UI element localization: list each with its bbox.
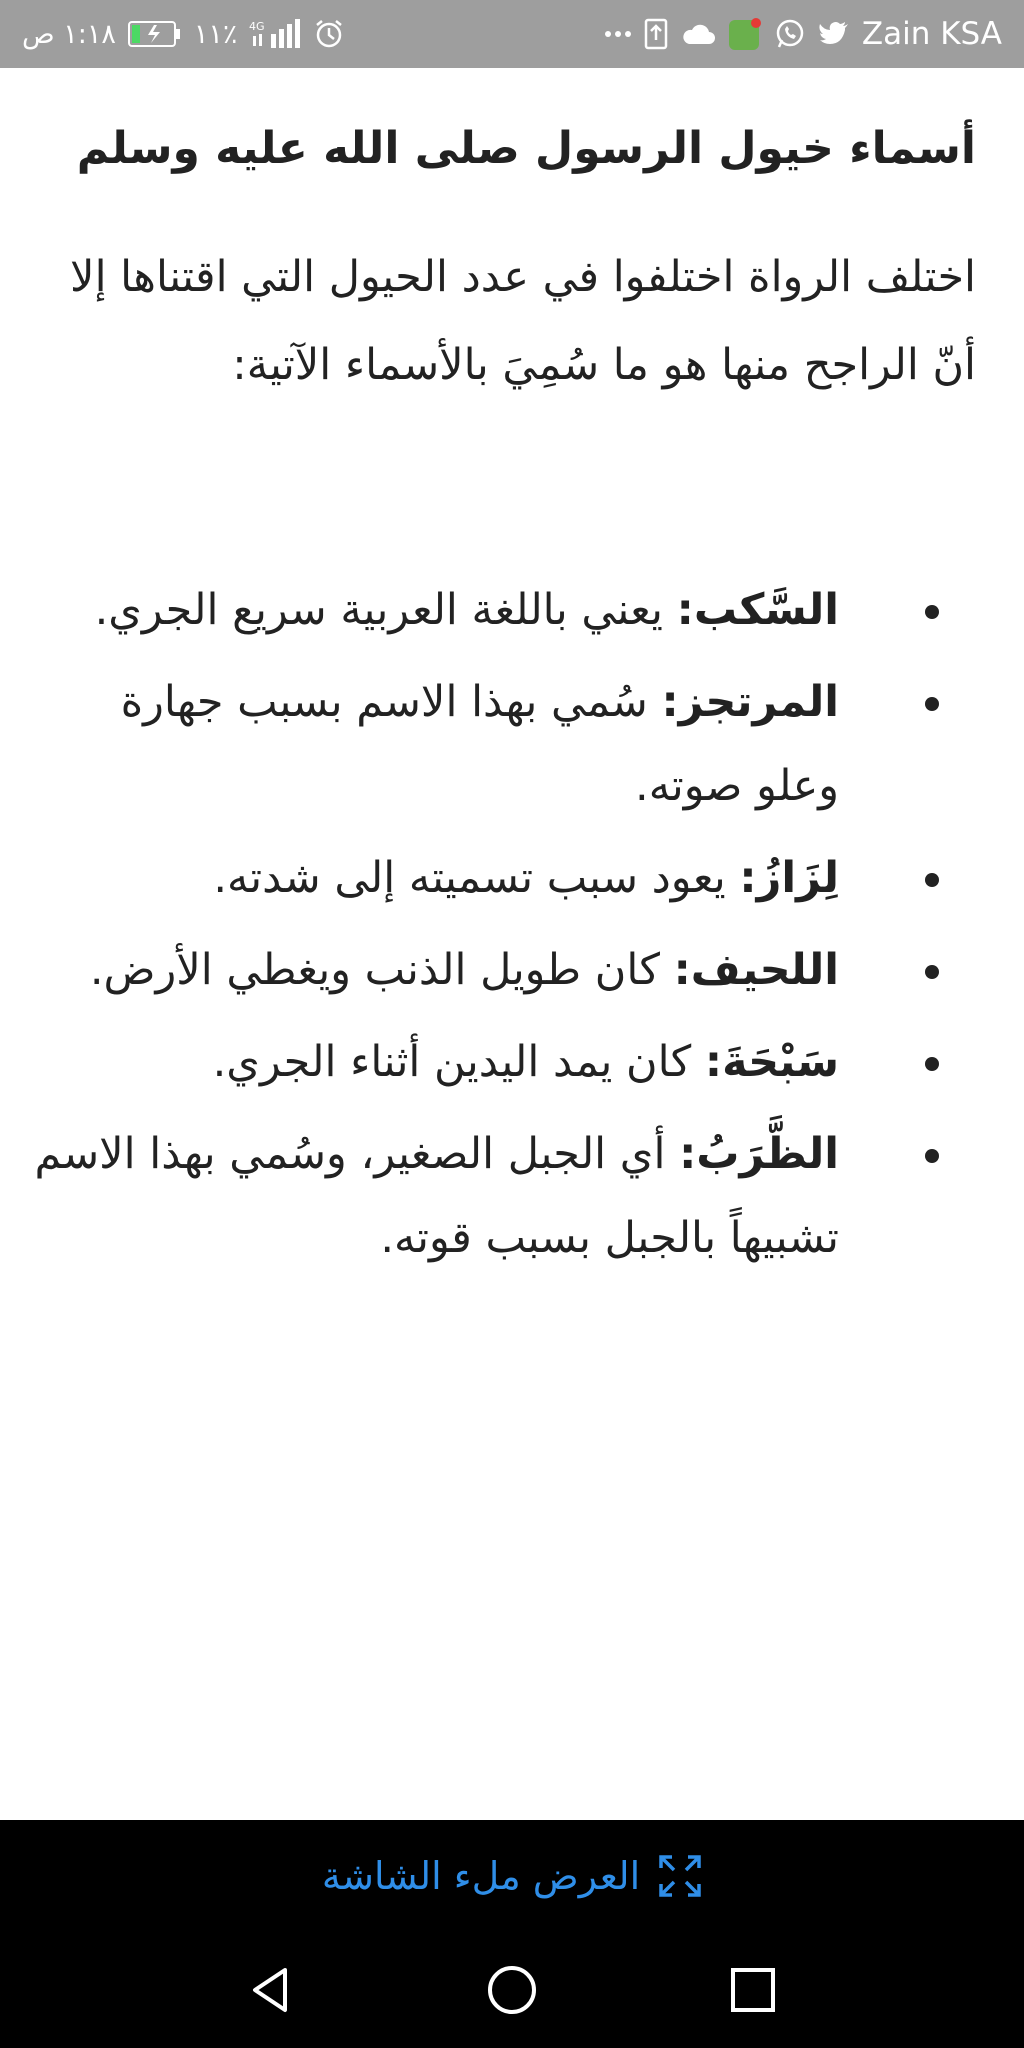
horse-name: الظَّرَبُ: — [679, 1129, 839, 1179]
horse-name: سَبْحَةَ: — [704, 1037, 839, 1087]
horse-description: سُمي بهذا الاسم بسبب جهارة وعلو صوته. — [120, 677, 839, 811]
upload-icon — [644, 18, 668, 50]
svg-text:4G: 4G — [249, 20, 265, 33]
article-intro: اختلف الرواة اختلفوا في عدد الحيول التي اقتناها إلا أنّ الراجح منها هو ما سُمِيَ بالأسماء الآتية: — [70, 252, 976, 390]
horse-name: السَّكب: — [676, 585, 839, 635]
fullscreen-label: العرض ملء الشاشة — [321, 1854, 641, 1898]
back-icon[interactable] — [231, 1950, 311, 2030]
more-icon — [604, 30, 632, 38]
fullscreen-button[interactable] — [0, 1820, 1024, 1932]
status-right — [604, 0, 1002, 68]
article — [0, 68, 1024, 1820]
fullscreen-icon — [658, 1854, 702, 1898]
horse-description: كان يمد اليدين أثناء الجري. — [212, 1037, 692, 1087]
horse-description: يعود سبب تسميته إلى شدته. — [213, 853, 726, 903]
status-bar — [0, 0, 1024, 68]
alarm-icon — [313, 18, 345, 50]
status-left — [22, 0, 345, 68]
article-title: أسماء خيول الرسول صلى الله عليه وسلم — [76, 123, 976, 174]
bullet — [925, 1149, 939, 1163]
whatsapp-icon — [774, 18, 806, 50]
cloud-icon — [680, 22, 716, 46]
battery-percent: ١١٪ — [193, 18, 238, 50]
bullet — [925, 1057, 939, 1071]
navigation-bar — [0, 1932, 1024, 2048]
signal-icon — [249, 18, 301, 50]
horse-description: يعني باللغة العربية سريع الجري. — [94, 585, 663, 635]
horse-description: أي الجبل الصغير، وسُمي بهذا الاسم تشبيهاً بالجبل بسبب قوته. — [34, 1129, 839, 1263]
horse-description: كان طويل الذنب ويغطي الأرض. — [89, 945, 660, 995]
list-item — [29, 928, 839, 1012]
battery-icon — [128, 21, 182, 47]
horse-name: لِزَازُ: — [739, 853, 839, 903]
carrier-name: Zain KSA — [861, 16, 1002, 52]
horse-names-list — [29, 568, 839, 1288]
horse-name: اللحيف: — [673, 945, 839, 995]
twitter-icon — [818, 20, 850, 48]
app-icon — [728, 17, 762, 51]
list-item — [29, 1112, 839, 1280]
list-item — [29, 660, 839, 828]
home-icon[interactable] — [472, 1950, 552, 2030]
list-item — [29, 568, 839, 652]
list-item — [29, 1020, 839, 1104]
bullet — [925, 965, 939, 979]
bullet — [925, 873, 939, 887]
horse-name: المرتجز: — [661, 677, 839, 727]
clock: ١:١٨ ص — [22, 18, 116, 50]
bullet — [925, 605, 939, 619]
recents-icon[interactable] — [713, 1950, 793, 2030]
bullet — [925, 697, 939, 711]
list-item — [29, 836, 839, 920]
